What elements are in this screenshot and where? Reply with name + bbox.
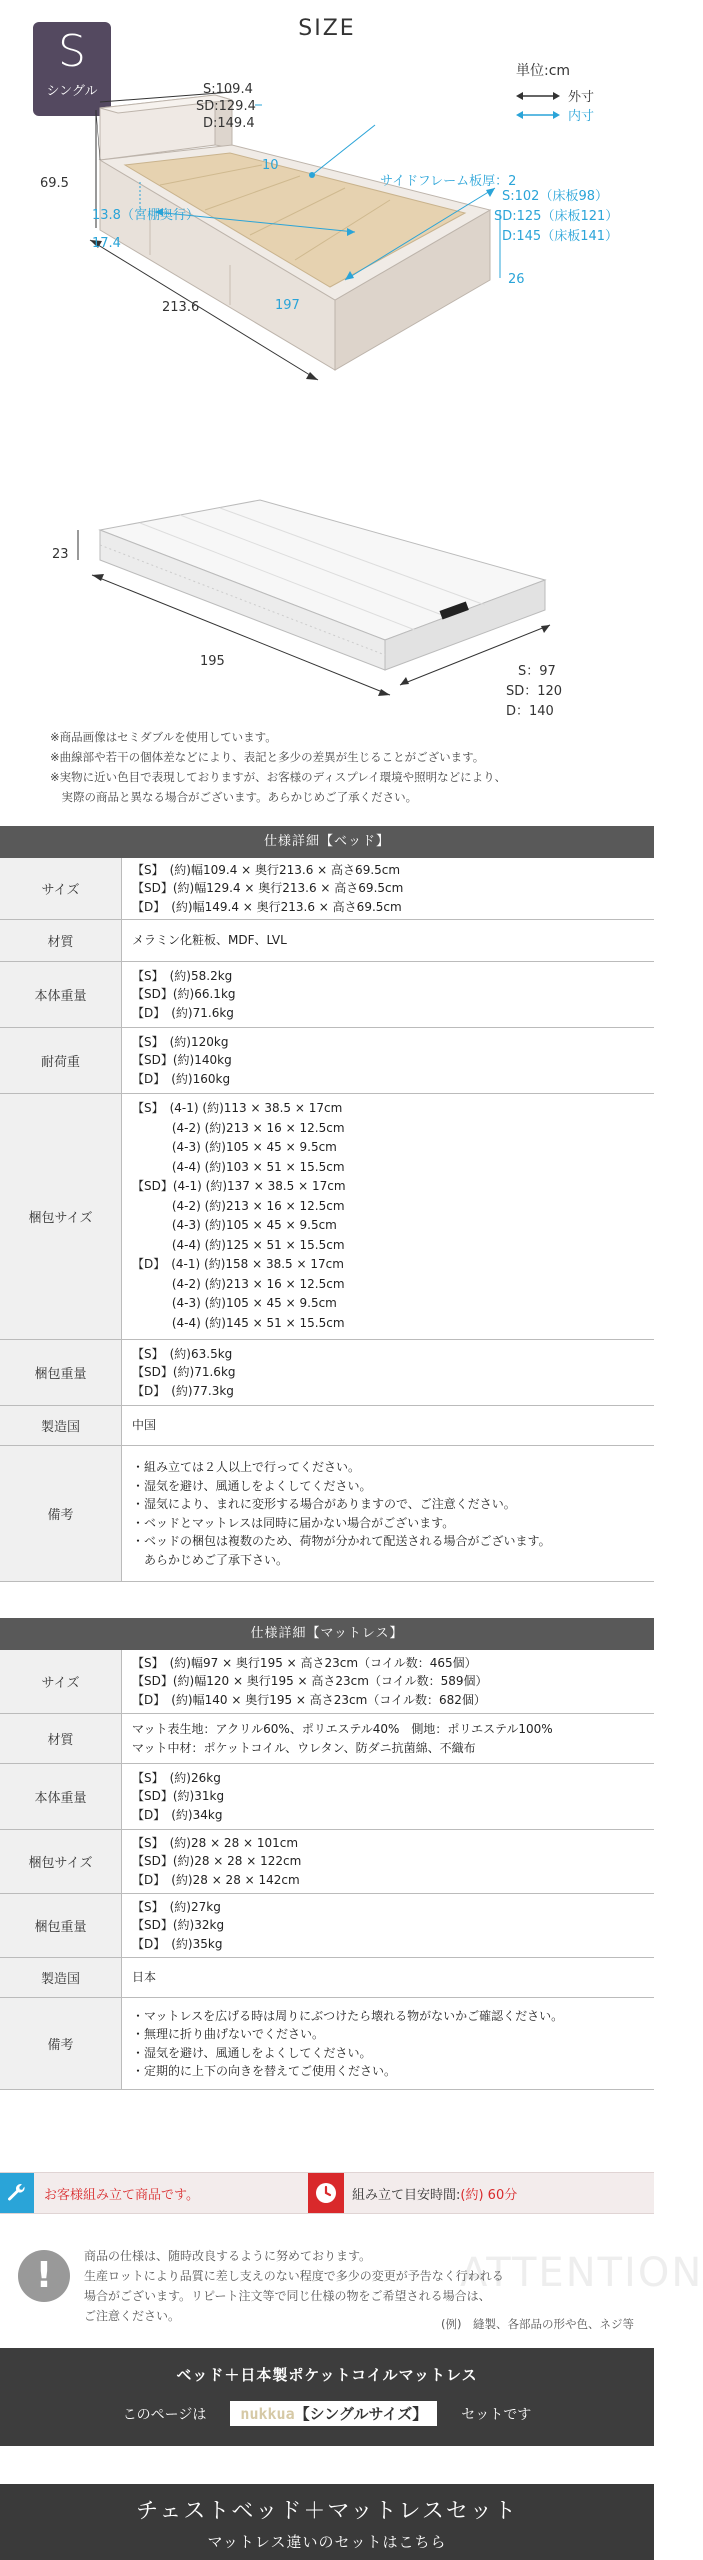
bed-width-sd: SD:129.4 [196,99,256,114]
row-value: 【S】 (約)120kg 【SD】(約)140kg 【D】 (約)160kg [132,1034,232,1086]
attention-line-1: 商品の仕様は、随時改良するように努めております。 [84,2249,372,2263]
mattress-length: 195 [200,654,225,669]
side-frame-thickness: サイドフレーム板厚：2 [380,174,517,189]
attention-box [0,2228,703,2340]
table-row [0,1340,654,1406]
row-value: 【S】 (約)幅97 × 奥行195 × 高さ23cm（コイル数：465個） 【SD】(約)幅120 × 奥行195 × 高さ23cm（コイル数：589個） 【D】 (約)幅140 × 奥行195 × 高さ23cm（コイル数：682個） [132,1655,488,1707]
table-row [0,1830,654,1894]
table-row [0,962,654,1028]
assembly-bar [0,2172,654,2214]
size-badge-label: シングル [46,84,98,99]
attention-watermark: ATTENTION [460,2250,703,2296]
assembly-time-value: (約) 60分 [460,2188,518,2203]
row-label: サイズ [0,1650,122,1713]
row-value: 【S】 (4-1) (約)113 × 38.5 × 17cm (4-2) (約)213 × 16 × 12.5cm (4-3) (約)105 × 45 × 9.5cm (4-4) (約)103 × 51 × 15.5cm 【SD】(4-1) (約)137 × 38.5 × 17cm (4-2) (約)213 × 16 × 12.5cm (4-3) (約)105 × 45 × 9.5cm (4-4) (約)125 × 51 × 15.5cm 【D】 (4-1) (約)158 × 38.5 × 17cm (4-2) (約)213 × 16 × 12.5cm (4-3) (約)105 × 45 × 9.5cm (4-4) (約)145 × 51 × 15.5cm [132,1101,346,1330]
table-row [0,1650,654,1714]
set-banner-subtitle: マットレス違いのセットはこちら [207,2533,447,2551]
mattress-width-d: D：140 [506,704,554,719]
note-2: ※曲線部や若干の個体差などにより、表記と多少の差異が生じることがございます。 [50,750,485,764]
table-row [0,1446,654,1582]
row-label: 梱包サイズ [0,1830,122,1893]
row-value: マット表生地：アクリル60%、ポリエステル40% 側地：ポリエステル100% マット中材：ポケットコイル、ウレタン、防ダニ抗菌綿、不織布 [132,1722,553,1755]
mattress-spec-title: 仕様詳細【マットレス】 [0,1618,654,1650]
shelf-depth: 13.8（宮棚奥行） [92,208,199,223]
table-row [0,1028,654,1094]
clock-icon [308,2173,344,2213]
bed-height: 69.5 [40,176,69,191]
size-label: 【シングルサイズ】 [294,2405,428,2423]
row-label: 本体重量 [0,962,122,1027]
unit-label: 単位:cm [516,63,571,79]
product-box [0,2348,654,2446]
row-value: ・組み立ては２人以上で行ってください。 ・湿気を避け、風通しをよくしてください。 ・湿気により、まれに変形する場合がありますので、ご注意ください。 ・ベッドとマットレスは同時に届かない場合がございます。 ・ベッドの梱包は複数のため、荷物が分かれて配送される場合がございます。 あらかじめご了承下さい。 [132,1460,551,1567]
inner-width-s: S:102（床板98） [502,189,608,204]
row-label: 製造国 [0,1406,122,1445]
row-value: メラミン化粧板、MDF、LVL [132,933,287,948]
set-banner-title: チェストベッド＋マットレスセット [136,2499,518,2524]
frame-height: 26 [508,272,525,287]
table-row [0,920,654,962]
row-value: 【S】 (約)63.5kg 【SD】(約)71.6kg 【D】 (約)77.3kg [132,1346,236,1398]
exclamation-icon: ! [18,2250,70,2302]
attention-line-4: ご注意ください。 [84,2309,181,2323]
attention-line-3: 場合がございます。リピート注文等で同じ仕様の物をご希望される場合は、 [84,2289,491,2303]
mattress-width-s: S：97 [518,664,556,679]
table-row [0,1998,654,2090]
mattress-spec-table [0,1618,654,2090]
row-value: 【S】 (約)26kg 【SD】(約)31kg 【D】 (約)34kg [132,1770,225,1822]
row-label: 耐荷重 [0,1028,122,1093]
row-value: 【S】 (約)58.2kg 【SD】(約)66.1kg 【D】 (約)71.6kg [132,968,236,1020]
headboard-depth: 10 [262,158,279,173]
table-row [0,1406,654,1446]
note-3: ※実物に近い色目で表現しておりますが、お客様のディスプレイ環境や照明などにより、 [50,770,507,784]
set-banner[interactable] [0,2484,654,2560]
table-row [0,1714,654,1764]
brand-name: nukkua [240,2405,295,2423]
row-value: 【S】 (約)28 × 28 × 101cm 【SD】(約)28 × 28 × 122cm 【D】 (約)28 × 28 × 142cm [132,1835,302,1887]
assembly-time-label: 組み立て目安時間: [352,2188,461,2203]
page-title: SIZE [298,16,356,41]
row-label: 梱包サイズ [0,1094,122,1339]
row-label: 備考 [0,1998,122,2089]
note-1: ※商品画像はセミダブルを使用しています。 [50,730,277,744]
bed-spec-title: 仕様詳細【ベッド】 [0,826,654,858]
row-label: 梱包重量 [0,1894,122,1957]
inner-label: 内寸 [568,109,595,124]
mattress-height: 23 [52,547,69,562]
product-suffix: セットです [461,2406,532,2423]
wrench-icon [0,2173,34,2213]
bed-spec-table [0,826,654,1582]
bed-width-s: S:109.4 [203,82,253,97]
outer-label: 外寸 [568,90,595,105]
row-value: 日本 [132,1970,157,1985]
inner-length: 197 [275,298,300,313]
note-4: 実際の商品と異なる場合がございます。あらかじめご了承ください。 [50,790,418,804]
inner-width-sd: SD:125（床板121） [494,209,619,224]
mattress-width-sd: SD：120 [506,684,563,699]
shelf-height: 17.4 [92,236,121,251]
bed-width-d: D:149.4 [203,116,255,131]
row-value: ・マットレスを広げる時は周りにぶつけたら壊れる物がないかご確認ください。 ・無理に折り曲げないでください。 ・湿気を避け、風通しをよくしてください。 ・定期的に上下の向きを替えてご使用ください。 [132,2008,564,2078]
inner-width-d: D:145（床板141） [502,229,619,244]
table-row [0,1764,654,1830]
table-row [0,858,654,920]
attention-example: (例) 縫製、各部品の形や色、ネジ等 [441,2317,634,2331]
bed-length: 213.6 [162,300,200,315]
row-label: サイズ [0,858,122,919]
row-value: 中国 [132,1418,157,1433]
attention-line-2: 生産ロットにより品質に差し支えのない程度で多少の変更が予告なく行われる [84,2269,504,2283]
size-badge-letter: S [58,26,86,77]
row-label: 本体重量 [0,1764,122,1829]
row-label: 製造国 [0,1958,122,1997]
product-prefix: このページは [122,2406,207,2423]
product-size-box [230,2401,437,2426]
row-label: 梱包重量 [0,1340,122,1405]
row-label: 材質 [0,1714,122,1763]
table-row [0,1094,654,1340]
row-value: 【S】 (約)27kg 【SD】(約)32kg 【D】 (約)35kg [132,1899,225,1951]
row-value: 【S】 (約)幅109.4 × 奥行213.6 × 高さ69.5cm 【SD】(約)幅129.4 × 奥行213.6 × 高さ69.5cm 【D】 (約)幅149.4 × 奥行213.6 × 高さ69.5cm [132,862,404,914]
table-row [0,1894,654,1958]
table-row [0,1958,654,1998]
row-label: 材質 [0,920,122,961]
row-label: 備考 [0,1446,122,1581]
assembly-required-text: お客様組み立て商品です。 [44,2188,199,2203]
assembly-time [352,2184,517,2203]
product-heading: ベッド＋日本製ポケットコイルマットレス [176,2366,478,2384]
